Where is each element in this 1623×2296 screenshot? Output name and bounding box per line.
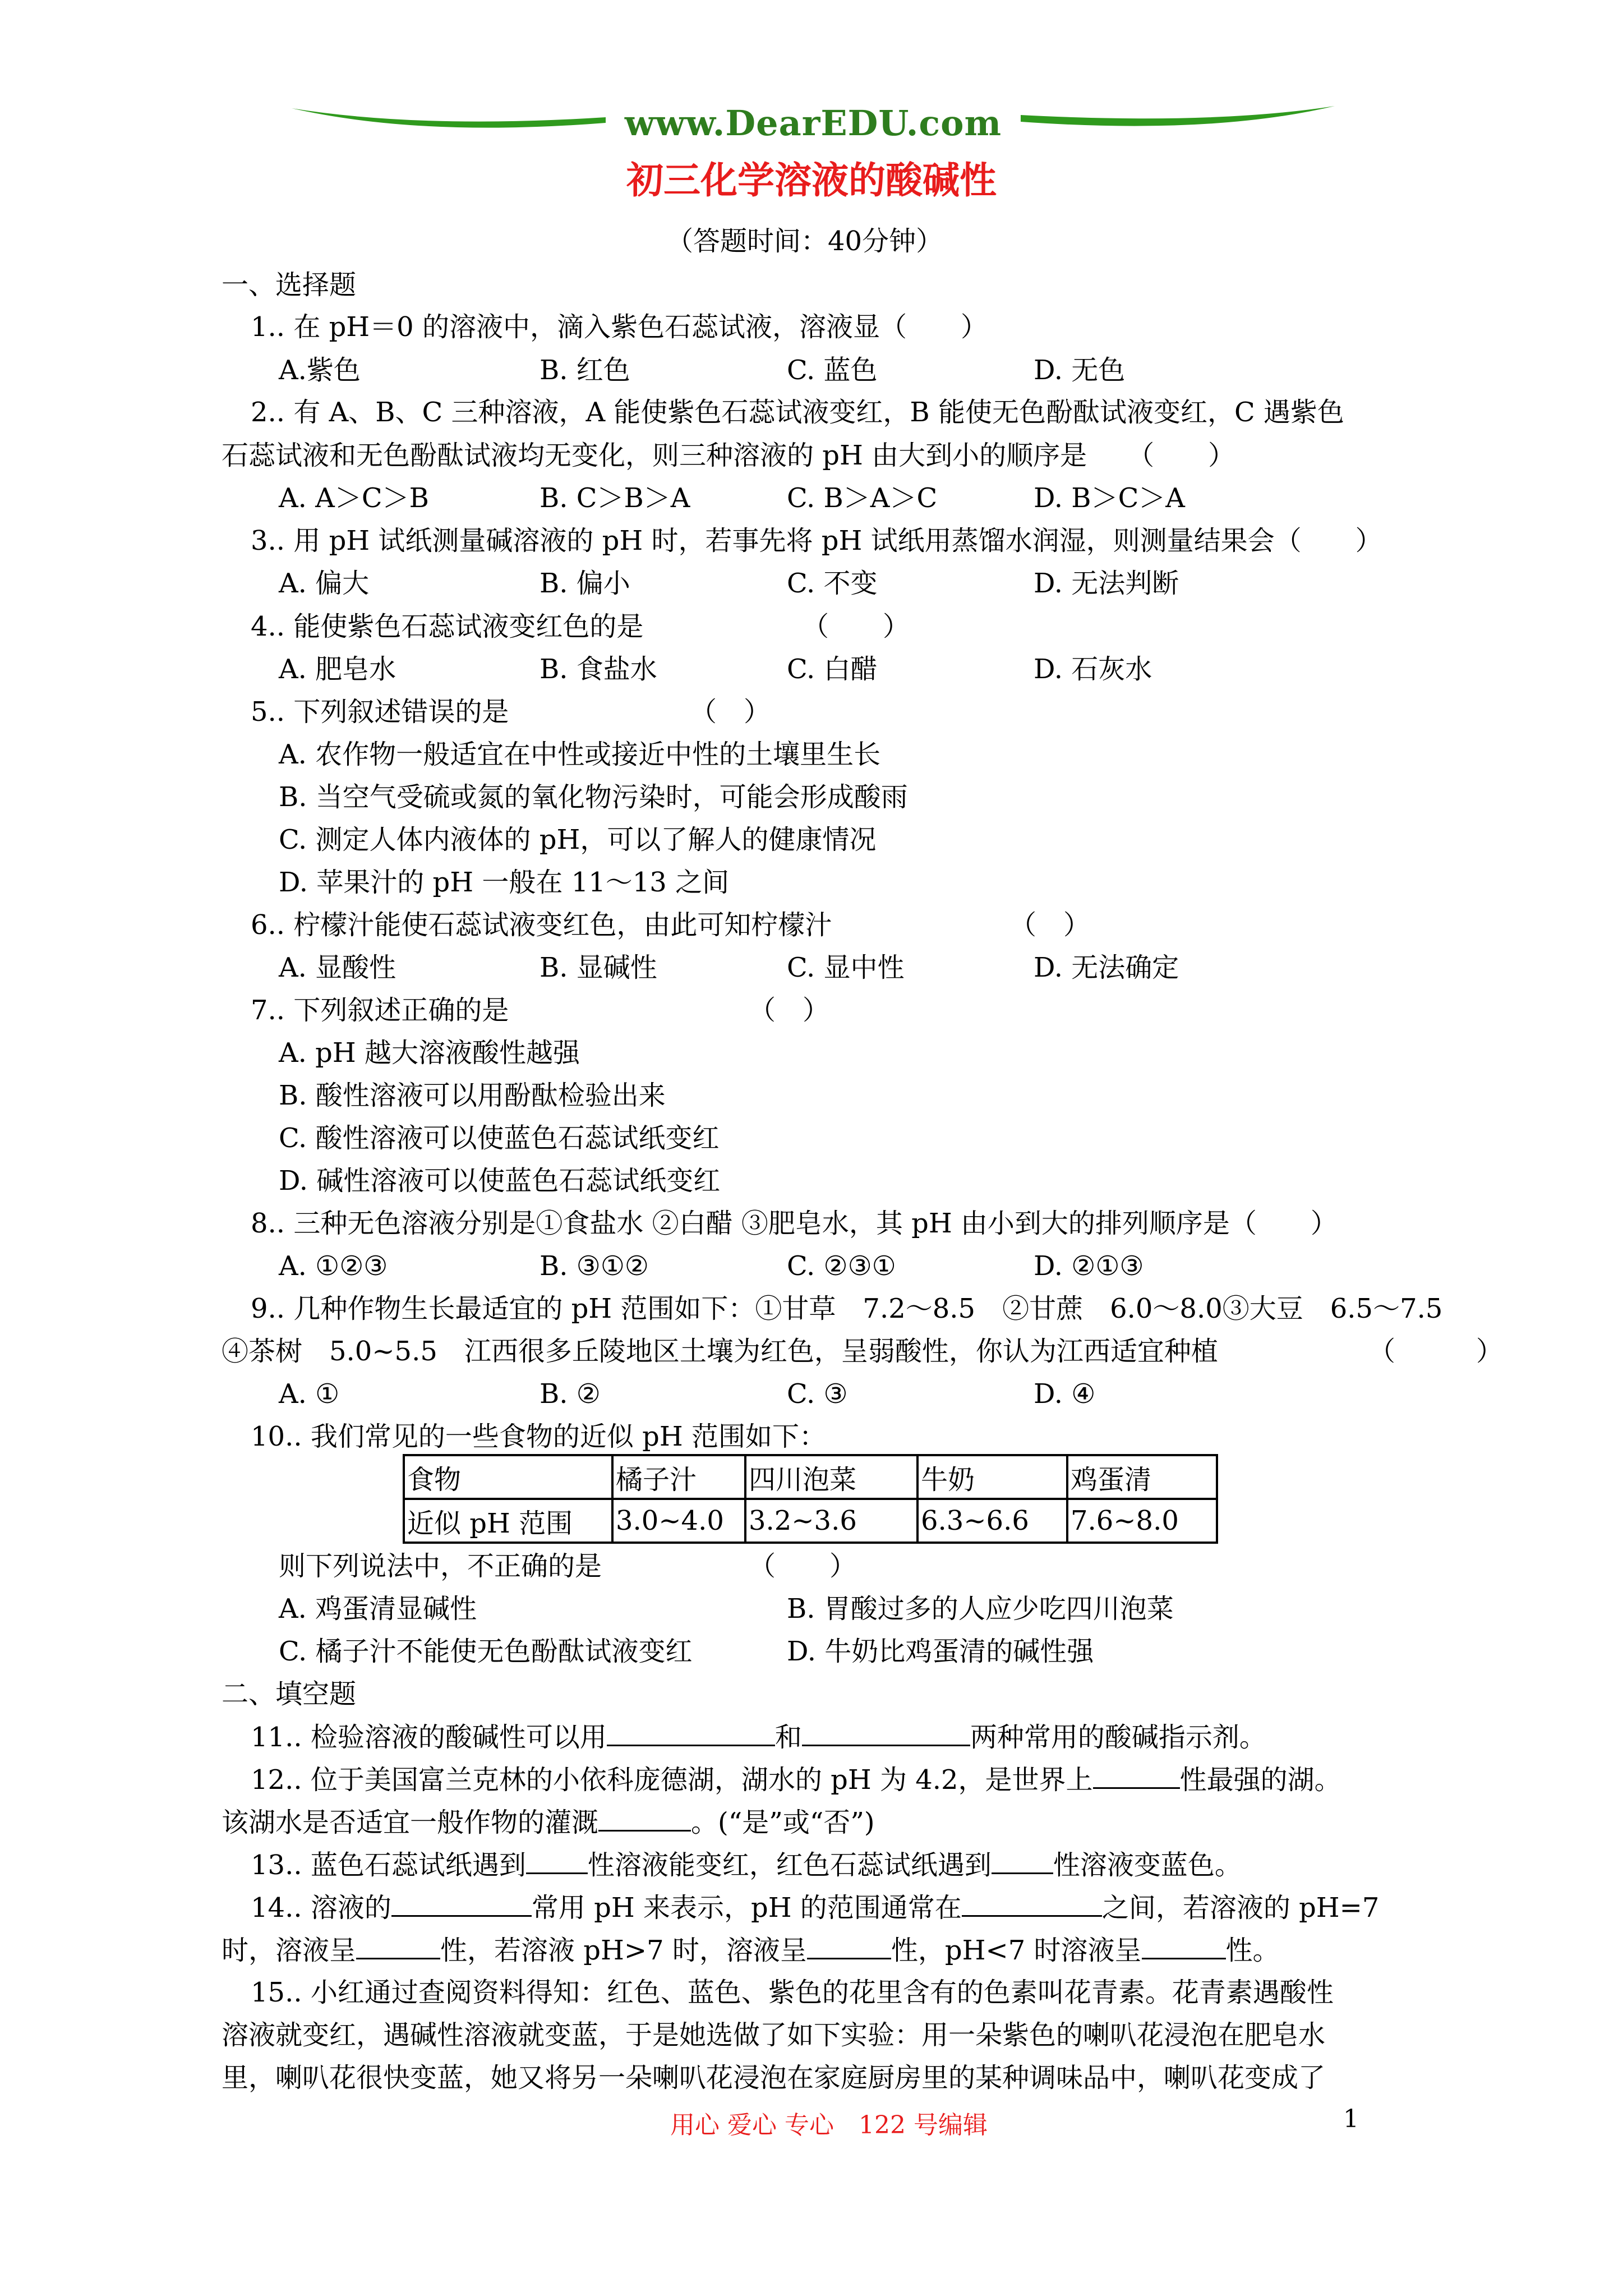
- question-sub: 则下列说法中，不正确的是: [279, 1550, 602, 1582]
- option-a: A. 偏大: [279, 568, 370, 599]
- text-segment: 。(“是”或“否”): [691, 1807, 875, 1838]
- option-c: C. 橘子汁不能使无色酚酞试液变红: [279, 1636, 693, 1667]
- option-d: D. 苹果汁的 pH 一般在 11～13 之间: [279, 867, 730, 898]
- page-title: 初三化学溶液的酸碱性: [626, 158, 997, 202]
- option-b: B. 胃酸过多的人应少吃四川泡菜: [787, 1593, 1174, 1625]
- answer-paren: （ ）: [1368, 1336, 1504, 1367]
- table-cell: 鸡蛋清: [1067, 1455, 1217, 1499]
- option-c: C. 显中性: [787, 952, 905, 983]
- option-a: A. 肥皂水: [279, 654, 396, 685]
- text-segment: 之间，若溶液的 pH=7: [1101, 1892, 1380, 1924]
- table-row: [404, 1455, 1217, 1499]
- text-segment: 两种常用的酸碱指示剂。: [970, 1722, 1266, 1753]
- answer-blank: [807, 1933, 891, 1959]
- answer-blank: [607, 1720, 775, 1746]
- question-stem: 9.. 几种作物生长最适宜的 pH 范围如下：①甘草 7.2～8.5 ②甘蔗 6.0～8.0③大豆 6.5～7.5: [251, 1293, 1443, 1324]
- text-segment: 性，pH<7 时溶液呈: [891, 1935, 1142, 1966]
- option-d: D. 碱性溶液可以使蓝色石蕊试纸变红: [279, 1165, 721, 1197]
- option-b: B. ②: [540, 1378, 601, 1410]
- site-url: www.DearEDU.com: [624, 103, 1002, 144]
- answer-paren: （ ）: [1009, 909, 1091, 941]
- option-c: C. 白醋: [787, 654, 878, 685]
- option-d: D. 牛奶比鸡蛋清的碱性强: [787, 1636, 1094, 1667]
- table-cell: 食物: [404, 1455, 612, 1499]
- table-cell: 3.2~3.6: [745, 1499, 917, 1543]
- text-segment: 性，若溶液 pH>7 时，溶液呈: [440, 1935, 807, 1966]
- answer-blank: [526, 1848, 588, 1874]
- question-stem: 5.. 下列叙述错误的是: [251, 696, 509, 728]
- option-c: C. 酸性溶液可以使蓝色石蕊试纸变红: [279, 1122, 720, 1154]
- answer-paren: （ ）: [802, 611, 910, 642]
- answer-paren: （ ）: [749, 1550, 857, 1582]
- question-stem: 1.. 在 pH＝0 的溶液中，滴入紫色石蕊试液，溶液显（ ）: [251, 311, 988, 343]
- answer-blank: [962, 1890, 1102, 1917]
- question-stem: 6.. 柠檬汁能使石蕊试液变红色，由此可知柠檬汁: [251, 909, 832, 941]
- answer-paren: （ ）: [749, 995, 830, 1026]
- section-heading: 二、填空题: [222, 1678, 357, 1710]
- question-stem: 7.. 下列叙述正确的是: [251, 995, 509, 1026]
- text-segment: 13.. 蓝色石蕊试纸遇到: [251, 1849, 526, 1881]
- option-d: D. 无法判断: [1034, 568, 1179, 599]
- question-stem: 8.. 三种无色溶液分别是①食盐水 ②白醋 ③肥皂水，其 pH 由小到大的排列顺序是（ ）: [251, 1208, 1338, 1239]
- table-row: [404, 1499, 1217, 1543]
- fill-question-cont: [222, 1805, 875, 1839]
- option-a: A. A＞C＞B: [279, 482, 429, 514]
- option-d: D. ②①③: [1034, 1250, 1144, 1282]
- question-stem: 3.. 用 pH 试纸测量碱溶液的 pH 时，若事先将 pH 试纸用蒸馏水润湿，则测量结果会（ ）: [251, 525, 1382, 556]
- question-paragraph: 15.. 小红通过查阅资料得知：红色、蓝色、紫色的花里含有的色素叫花青素。花青素遇酸性: [251, 1977, 1334, 2008]
- text-segment: 性溶液变蓝色。: [1053, 1849, 1242, 1881]
- answer-blank: [356, 1933, 440, 1959]
- option-c: C. B＞A＞C: [787, 482, 938, 514]
- option-c: C. 测定人体内液体的 pH，可以了解人的健康情况: [279, 824, 877, 855]
- option-a: A.紫色: [279, 355, 361, 386]
- answer-blank: [1093, 1763, 1180, 1789]
- question-paragraph-cont: 溶液就变红，遇碱性溶液就变蓝，于是她选做了如下实验：用一朵紫色的喇叭花浸泡在肥皂水: [222, 2019, 1326, 2051]
- option-b: B. 食盐水: [540, 654, 657, 685]
- option-a: A. 农作物一般适宜在中性或接近中性的土壤里生长: [279, 739, 881, 770]
- question-stem: 2.. 有 A、B、C 三种溶液，A 能使紫色石蕊试液变红，B 能使无色酚酞试液变红，C 遇紫色: [251, 397, 1344, 428]
- answer-blank: [391, 1890, 532, 1917]
- option-b: B. 显碱性: [540, 952, 657, 983]
- text-segment: 11.. 检验溶液的酸碱性可以用: [251, 1722, 607, 1753]
- text-segment: 性溶液能变红，红色石蕊试纸遇到: [587, 1849, 992, 1881]
- option-a: A. pH 越大溶液酸性越强: [279, 1037, 580, 1069]
- fill-question: [251, 1763, 1341, 1797]
- option-b: B. 红色: [540, 355, 630, 386]
- option-d: D. 无法确定: [1034, 952, 1179, 983]
- section-heading: 一、选择题: [222, 269, 357, 301]
- question-stem-cont: 石蕊试液和无色酚酞试液均无变化，则三种溶液的 pH 由大到小的顺序是 （ ）: [222, 440, 1235, 471]
- option-a: A. ①②③: [279, 1250, 388, 1282]
- table-cell: 近似 pH 范围: [404, 1499, 612, 1543]
- ph-table: [403, 1454, 1218, 1544]
- table-cell: 四川泡菜: [745, 1455, 917, 1499]
- table-cell: 7.6~8.0: [1067, 1499, 1217, 1543]
- option-d: D. 无色: [1034, 355, 1126, 386]
- text-segment: 该湖水是否适宜一般作物的灌溉: [222, 1807, 599, 1838]
- option-c: C. 蓝色: [787, 355, 878, 386]
- question-stem-cont: ④茶树 5.0~5.5 江西很多丘陵地区土壤为红色，呈弱酸性，你认为江西适宜种植: [222, 1336, 1218, 1367]
- option-a: A. ①: [279, 1378, 340, 1410]
- fill-question: [251, 1848, 1242, 1882]
- table-cell: 橘子汁: [612, 1455, 745, 1499]
- option-a: A. 鸡蛋清显碱性: [279, 1593, 477, 1625]
- text-segment: 14.. 溶液的: [251, 1892, 391, 1924]
- option-a: A. 显酸性: [279, 952, 396, 983]
- question-stem: 10.. 我们常见的一些食物的近似 pH 范围如下：: [251, 1421, 826, 1452]
- answer-blank: [802, 1720, 970, 1746]
- option-c: C. ②③①: [787, 1250, 896, 1282]
- fill-question: [251, 1720, 1266, 1754]
- text-segment: 时，溶液呈: [222, 1935, 357, 1966]
- text-segment: 性最强的湖。: [1179, 1764, 1341, 1796]
- question-paragraph-cont: 里，喇叭花很快变蓝，她又将另一朵喇叭花浸泡在家庭厨房里的某种调味品中，喇叭花变成了: [222, 2062, 1326, 2093]
- text-segment: 性。: [1225, 1935, 1280, 1966]
- option-d: D. 石灰水: [1034, 654, 1152, 685]
- page-number: 1: [1343, 2105, 1359, 2133]
- answer-blank: [598, 1805, 691, 1832]
- answer-blank: [992, 1848, 1053, 1874]
- table-cell: 牛奶: [917, 1455, 1067, 1499]
- option-c: C. 不变: [787, 568, 878, 599]
- fill-question: [251, 1890, 1379, 1925]
- answer-blank: [1142, 1933, 1226, 1959]
- option-b: B. 偏小: [540, 568, 630, 599]
- option-b: B. ③①②: [540, 1250, 649, 1282]
- question-stem: 4.. 能使紫色石蕊试液变红色的是: [251, 611, 644, 642]
- answer-paren: （ ）: [690, 696, 771, 728]
- fill-question-cont: [222, 1933, 1280, 1967]
- site-banner: [292, 98, 1335, 149]
- option-b: B. 酸性溶液可以用酚酞检验出来: [279, 1080, 666, 1111]
- text-segment: 常用 pH 来表示，pH 的范围通常在: [531, 1892, 962, 1924]
- footer-credit: 用心 爱心 专心 122 号编辑: [670, 2111, 988, 2139]
- text-segment: 12.. 位于美国富兰克林的小依科庞德湖，湖水的 pH 为 4.2，是世界上: [251, 1764, 1093, 1796]
- table-cell: 6.3~6.6: [917, 1499, 1067, 1543]
- option-d: D. B＞C＞A: [1034, 482, 1185, 514]
- option-b: B. 当空气受硫或氮的氧化物污染时，可能会形成酸雨: [279, 781, 908, 813]
- time-note: （答题时间：40分钟）: [666, 226, 943, 257]
- table-cell: 3.0~4.0: [612, 1499, 745, 1543]
- option-d: D. ④: [1034, 1378, 1096, 1410]
- option-c: C. ③: [787, 1378, 848, 1410]
- option-b: B. C＞B＞A: [540, 482, 690, 514]
- text-segment: 和: [774, 1722, 802, 1753]
